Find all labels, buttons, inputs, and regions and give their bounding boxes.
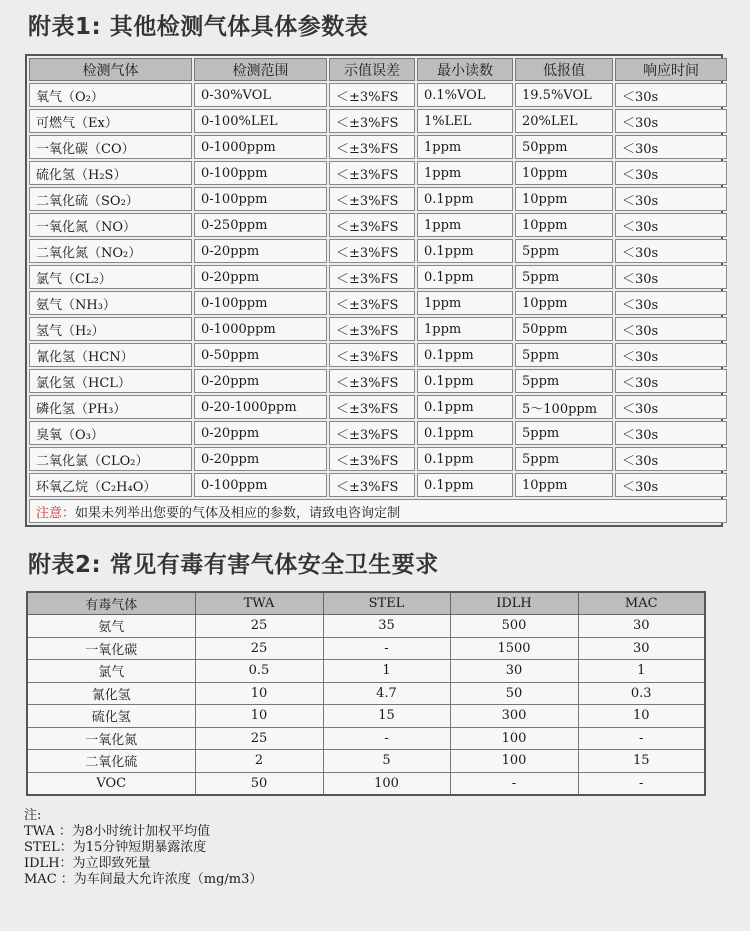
table2-header-cell: STEL <box>323 592 450 615</box>
notes-line: TWA ：为8小时统计加权平均值 <box>24 824 211 839</box>
table2-cell: 氰化氢 <box>27 682 195 705</box>
table2-cell: - <box>450 772 578 795</box>
table1-row <box>29 239 727 263</box>
table2-cell: 0.5 <box>195 660 323 683</box>
table1-cell: 二氧化氯（CLO₂） <box>29 447 192 471</box>
table2-cell: 10 <box>195 682 323 705</box>
table1-note-row <box>29 499 727 523</box>
table1-cell: 0-1000ppm <box>194 317 327 341</box>
table1-cell: 二氧化氮（NO₂） <box>29 239 192 263</box>
gas-parameters-table <box>27 56 729 525</box>
table1-cell: 1%LEL <box>417 109 513 133</box>
table1-cell: ＜30s <box>615 213 727 237</box>
table1-row <box>29 265 727 289</box>
table1-cell: ＜30s <box>615 83 727 107</box>
table2-row <box>27 615 705 638</box>
table1-cell: 10ppm <box>515 291 613 315</box>
table1-cell: 0.1ppm <box>417 395 513 419</box>
table2-row <box>27 750 705 773</box>
table2-cell: 25 <box>195 727 323 750</box>
table2-cell: 25 <box>195 637 323 660</box>
table1-cell: ＜30s <box>615 239 727 263</box>
table1-row <box>29 317 727 341</box>
table1-cell: 0-100%LEL <box>194 109 327 133</box>
table1-cell: 50ppm <box>515 135 613 159</box>
table1-header-cell: 示值误差 <box>329 58 415 81</box>
table2-cell: 4.7 <box>323 682 450 705</box>
table1-cell: 5ppm <box>515 447 613 471</box>
table1-cell: 0-50ppm <box>194 343 327 367</box>
gas-parameters-table-frame <box>25 54 723 527</box>
table1-cell: 1ppm <box>417 135 513 159</box>
table2-cell: - <box>578 772 705 795</box>
table2-cell: - <box>323 637 450 660</box>
table2-row <box>27 705 705 728</box>
toxic-gas-limits-table <box>26 591 706 796</box>
table1-cell: 1ppm <box>417 161 513 185</box>
table1-row <box>29 395 727 419</box>
table1-row <box>29 447 727 471</box>
abbreviation-notes <box>24 808 262 888</box>
table1-header-cell: 响应时间 <box>615 58 727 81</box>
table1-cell: 5ppm <box>515 421 613 445</box>
table1-cell: 0.1%VOL <box>417 83 513 107</box>
notes-heading: 注: <box>24 808 42 823</box>
table2-header-cell: MAC <box>578 592 705 615</box>
table1-cell: ＜30s <box>615 291 727 315</box>
table1-cell: 0-20ppm <box>194 239 327 263</box>
table1-cell: 20%LEL <box>515 109 613 133</box>
table1-cell: 氯气（CL₂） <box>29 265 192 289</box>
table1-cell: ＜30s <box>615 343 727 367</box>
table1-cell: 5ppm <box>515 265 613 289</box>
table2-row <box>27 682 705 705</box>
table2-cell: 二氧化硫 <box>27 750 195 773</box>
table2-header-cell: 有毒气体 <box>27 592 195 615</box>
table1-cell: 氢气（H₂） <box>29 317 192 341</box>
table2-cell: 500 <box>450 615 578 638</box>
table1-header <box>29 58 727 81</box>
table1-cell: ＜±3%FS <box>329 161 415 185</box>
table1-cell: 0-100ppm <box>194 291 327 315</box>
table1-cell: 5ppm <box>515 343 613 367</box>
table1-cell: ＜±3%FS <box>329 395 415 419</box>
table1-row <box>29 187 727 211</box>
table1-cell: 氧气（O₂） <box>29 83 192 107</box>
table1-cell: 5～100ppm <box>515 395 613 419</box>
table1-cell: 10ppm <box>515 213 613 237</box>
table1-cell: 5ppm <box>515 239 613 263</box>
table1-cell: 臭氧（O₃） <box>29 421 192 445</box>
table1-cell: 0-100ppm <box>194 187 327 211</box>
table1-cell: ＜30s <box>615 265 727 289</box>
table1-cell: 一氧化氮（NO） <box>29 213 192 237</box>
table1-cell: ＜±3%FS <box>329 187 415 211</box>
table1-cell: ＜30s <box>615 109 727 133</box>
table2-cell: 硫化氢 <box>27 705 195 728</box>
table1-cell: 0.1ppm <box>417 447 513 471</box>
table1-cell: ＜±3%FS <box>329 109 415 133</box>
table1-cell: 10ppm <box>515 473 613 497</box>
table2-cell: 0.3 <box>578 682 705 705</box>
table1-cell: 0-100ppm <box>194 473 327 497</box>
table1-row <box>29 161 727 185</box>
table1-cell: 1ppm <box>417 213 513 237</box>
table1-cell: ＜30s <box>615 421 727 445</box>
table1-cell: 硫化氢（H₂S） <box>29 161 192 185</box>
table1-cell: 0-20ppm <box>194 369 327 393</box>
table2-cell: 30 <box>578 637 705 660</box>
table1-cell: ＜±3%FS <box>329 447 415 471</box>
notes-line: IDLH：为立即致死量 <box>24 856 151 871</box>
table2-cell: 100 <box>450 750 578 773</box>
table1-cell: ＜30s <box>615 161 727 185</box>
table1-cell: ＜30s <box>615 447 727 471</box>
table2-cell: 35 <box>323 615 450 638</box>
table1-cell: ＜±3%FS <box>329 135 415 159</box>
table1-cell: ＜30s <box>615 473 727 497</box>
table1-cell: ＜±3%FS <box>329 291 415 315</box>
table1-cell: 0.1ppm <box>417 369 513 393</box>
table2-body <box>27 615 705 796</box>
table1-row <box>29 83 727 107</box>
table2-cell: 25 <box>195 615 323 638</box>
table1-cell: 10ppm <box>515 161 613 185</box>
table1-cell: 50ppm <box>515 317 613 341</box>
table2-cell: 一氧化碳 <box>27 637 195 660</box>
table2-cell: - <box>578 727 705 750</box>
table1-cell: ＜±3%FS <box>329 317 415 341</box>
table2-cell: 50 <box>195 772 323 795</box>
table1-cell: 10ppm <box>515 187 613 211</box>
table1-header-cell: 检测气体 <box>29 58 192 81</box>
table1-row <box>29 473 727 497</box>
table1-cell: ＜±3%FS <box>329 421 415 445</box>
table1-cell: ＜30s <box>615 317 727 341</box>
table2-cell: 50 <box>450 682 578 705</box>
table1-row <box>29 369 727 393</box>
table1-cell: ＜±3%FS <box>329 213 415 237</box>
table2-row <box>27 727 705 750</box>
table1-row <box>29 213 727 237</box>
table1-header-cell: 检测范围 <box>194 58 327 81</box>
table1-cell: 0-20ppm <box>194 421 327 445</box>
table1-cell: 一氧化碳（CO） <box>29 135 192 159</box>
table1-row <box>29 291 727 315</box>
table2-row <box>27 660 705 683</box>
table2-row <box>27 772 705 795</box>
table2-header <box>27 592 705 615</box>
table1-note <box>29 499 727 523</box>
table1-cell: 可燃气（Ex） <box>29 109 192 133</box>
table1-header-cell: 低报值 <box>515 58 613 81</box>
table2-cell: 1 <box>578 660 705 683</box>
table1-cell: 氨气（NH₃） <box>29 291 192 315</box>
note-text: 如果未列举出您要的气体及相应的参数，请致电咨询定制 <box>75 505 401 521</box>
table1-row <box>29 343 727 367</box>
table1-cell: ＜30s <box>615 135 727 159</box>
table1-title: 附表1: 其他检测气体具体参数表 <box>28 14 369 40</box>
table1-cell: ＜±3%FS <box>329 369 415 393</box>
table2-cell: VOC <box>27 772 195 795</box>
table1-cell: ＜±3%FS <box>329 239 415 263</box>
table2-cell: 100 <box>323 772 450 795</box>
table1-cell: ＜±3%FS <box>329 473 415 497</box>
table2-cell: 一氧化氮 <box>27 727 195 750</box>
table1-row <box>29 421 727 445</box>
table1-cell: 0.1ppm <box>417 421 513 445</box>
table2-cell: 10 <box>578 705 705 728</box>
table2-cell: 300 <box>450 705 578 728</box>
table1-cell: 0.1ppm <box>417 473 513 497</box>
table1-cell: 氰化氢（HCN） <box>29 343 192 367</box>
table1-cell: 0-250ppm <box>194 213 327 237</box>
notes-line: MAC ：为车间最大允许浓度（mg/m3） <box>24 872 263 887</box>
note-lead: 注意： <box>36 505 76 521</box>
toxic-gas-limits-table-frame <box>26 591 704 796</box>
table2-cell: 15 <box>578 750 705 773</box>
table2-title: 附表2: 常见有毒有害气体安全卫生要求 <box>28 552 439 578</box>
table1-cell: 0.1ppm <box>417 239 513 263</box>
table1-cell: ＜30s <box>615 395 727 419</box>
table1-cell: 0.1ppm <box>417 187 513 211</box>
table1-cell: 二氧化硫（SO₂） <box>29 187 192 211</box>
table2-row <box>27 637 705 660</box>
table1-cell: ＜±3%FS <box>329 265 415 289</box>
table2-header-cell: IDLH <box>450 592 578 615</box>
table1-cell: 0-1000ppm <box>194 135 327 159</box>
table1-cell: 磷化氢（PH₃） <box>29 395 192 419</box>
table1-cell: 0-20-1000ppm <box>194 395 327 419</box>
table1-cell: 氯化氢（HCL） <box>29 369 192 393</box>
table1-cell: 0-20ppm <box>194 265 327 289</box>
table1-cell: ＜±3%FS <box>329 83 415 107</box>
table1-cell: 5ppm <box>515 369 613 393</box>
table2-cell: 10 <box>195 705 323 728</box>
table2-cell: 100 <box>450 727 578 750</box>
table1-row <box>29 109 727 133</box>
table2-cell: 15 <box>323 705 450 728</box>
table1-cell: 环氧乙烷（C₂H₄O） <box>29 473 192 497</box>
table2-cell: 5 <box>323 750 450 773</box>
table1-header-cell: 最小读数 <box>417 58 513 81</box>
table1-cell: 0-30%VOL <box>194 83 327 107</box>
table1-cell: 0-100ppm <box>194 161 327 185</box>
table2-cell: 1 <box>323 660 450 683</box>
table2-cell: 30 <box>578 615 705 638</box>
table2-cell: 2 <box>195 750 323 773</box>
table2-cell: 30 <box>450 660 578 683</box>
table2-cell: 氨气 <box>27 615 195 638</box>
table2-cell: 氯气 <box>27 660 195 683</box>
table1-row <box>29 135 727 159</box>
table2-header-cell: TWA <box>195 592 323 615</box>
table1-cell: 0.1ppm <box>417 265 513 289</box>
table2-cell: - <box>323 727 450 750</box>
table1-cell: 0-20ppm <box>194 447 327 471</box>
table1-cell: 0.1ppm <box>417 343 513 367</box>
notes-line: STEL：为15分钟短期暴露浓度 <box>24 840 207 855</box>
table1-cell: 1ppm <box>417 317 513 341</box>
table1-cell: ＜30s <box>615 187 727 211</box>
table1-cell: 19.5%VOL <box>515 83 613 107</box>
table1-cell: 1ppm <box>417 291 513 315</box>
table1-body <box>29 83 727 497</box>
table1-cell: ＜±3%FS <box>329 343 415 367</box>
table2-cell: 1500 <box>450 637 578 660</box>
table1-cell: ＜30s <box>615 369 727 393</box>
